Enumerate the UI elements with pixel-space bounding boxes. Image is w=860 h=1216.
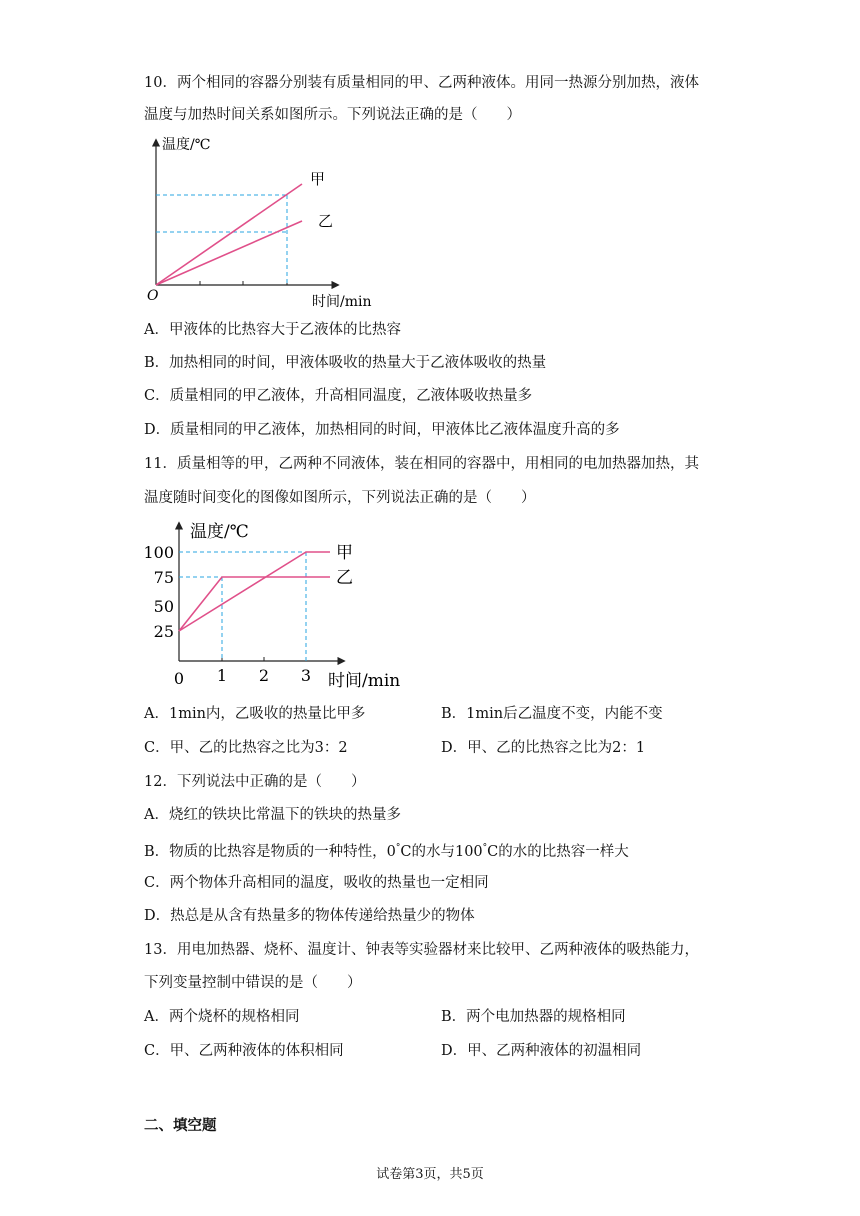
q10-series-jia-label: 甲 [310, 170, 326, 188]
q10-line-jia [156, 184, 302, 285]
q11-line-jia [179, 552, 330, 631]
q10-stem-line2: 温度与加热时间关系如图所示。下列说法正确的是（ ） [144, 107, 521, 123]
q11-option-d: D．甲、乙的比热容之比为2：1 [441, 740, 646, 756]
q11-series-yi-label: 乙 [336, 568, 353, 588]
section-header-fill-in: 二、填空题 [144, 1118, 217, 1134]
q11-option-a: A．1min内，乙吸收的热量比甲多 [144, 706, 366, 722]
q10-option-c: C．质量相同的甲乙液体，升高相同温度，乙液体吸收热量多 [144, 388, 533, 404]
q11-stem-line2: 温度随时间变化的图像如图所示，下列说法正确的是（ ） [144, 490, 536, 506]
q12-option-d: D．热总是从含有热量多的物体传递给热量少的物体 [144, 908, 475, 924]
q13-option-a: A．两个烧杯的规格相同 [144, 1009, 300, 1025]
degree-sign: ° [482, 843, 488, 853]
q12-stem: 12．下列说法中正确的是（ ） [144, 774, 366, 790]
q11-x-tick-3: 3 [300, 666, 312, 685]
q11-y-tick-75: 75 [153, 568, 174, 587]
q10-x-label: 时间/min [312, 294, 372, 310]
q12-option-c: C．两个物体升高相同的温度，吸收的热量也一定相同 [144, 875, 489, 891]
q11-x-tick-2: 2 [258, 666, 270, 685]
q12-option-b-part3: C的水的比热容一样大 [487, 843, 629, 860]
q12-option-b [144, 838, 629, 862]
q13-option-d: D．甲、乙两种液体的初温相同 [441, 1043, 642, 1059]
q11-option-b: B．1min后乙温度不变，内能不变 [441, 706, 663, 722]
q11-y-tick-50: 50 [153, 597, 174, 616]
q12-option-a: A．烧红的铁块比常温下的铁块的热量多 [144, 807, 401, 823]
q10-y-label: 温度/℃ [162, 137, 211, 153]
q11-x-label: 时间/min [328, 671, 401, 691]
q10-option-d: D．质量相同的甲乙液体，加热相同的时间，甲液体比乙液体温度升高的多 [144, 422, 620, 438]
q11-option-c: C．甲、乙的比热容之比为3：2 [144, 740, 348, 756]
q11-x-tick-1: 1 [216, 666, 228, 685]
q11-y-tick-100: 100 [143, 543, 174, 562]
q10-origin-label: O [147, 288, 159, 304]
q11-line-yi [179, 577, 330, 631]
q10-series-yi-label: 乙 [318, 212, 334, 230]
degree-sign: ° [395, 843, 401, 853]
q10-option-b: B．加热相同的时间，甲液体吸收的热量大于乙液体吸收的热量 [144, 355, 547, 371]
q10-chart [140, 132, 380, 312]
q11-series-jia-label: 甲 [336, 543, 353, 563]
q11-x-tick-0: 0 [173, 669, 185, 688]
q13-stem-line2: 下列变量控制中错误的是（ ） [144, 975, 362, 991]
q10-line-yi [156, 221, 302, 285]
q13-option-c: C．甲、乙两种液体的体积相同 [144, 1043, 344, 1059]
q13-option-b: B．两个电加热器的规格相同 [441, 1009, 626, 1025]
q11-y-label: 温度/℃ [190, 522, 249, 542]
q11-stem-line1: 11．质量相等的甲，乙两种不同液体，装在相同的容器中，用相同的电加热器加热，其 [144, 456, 699, 472]
page-footer: 试卷第3页，共5页 [376, 1167, 484, 1182]
q12-option-b-part2: C的水与100 [400, 843, 483, 860]
q13-stem-line1: 13．用电加热器、烧杯、温度计、钟表等实验器材来比较甲、乙两种液体的吸热能力， [144, 942, 699, 958]
q11-chart [140, 515, 410, 695]
q11-y-tick-25: 25 [153, 622, 174, 641]
q10-option-a: A．甲液体的比热容大于乙液体的比热容 [144, 322, 401, 338]
q10-stem-line1: 10．两个相同的容器分别装有质量相同的甲、乙两种液体。用同一热源分别加热，液体 [144, 75, 699, 91]
q12-option-b-part1: B．物质的比热容是物质的一种特性，0 [144, 843, 396, 860]
